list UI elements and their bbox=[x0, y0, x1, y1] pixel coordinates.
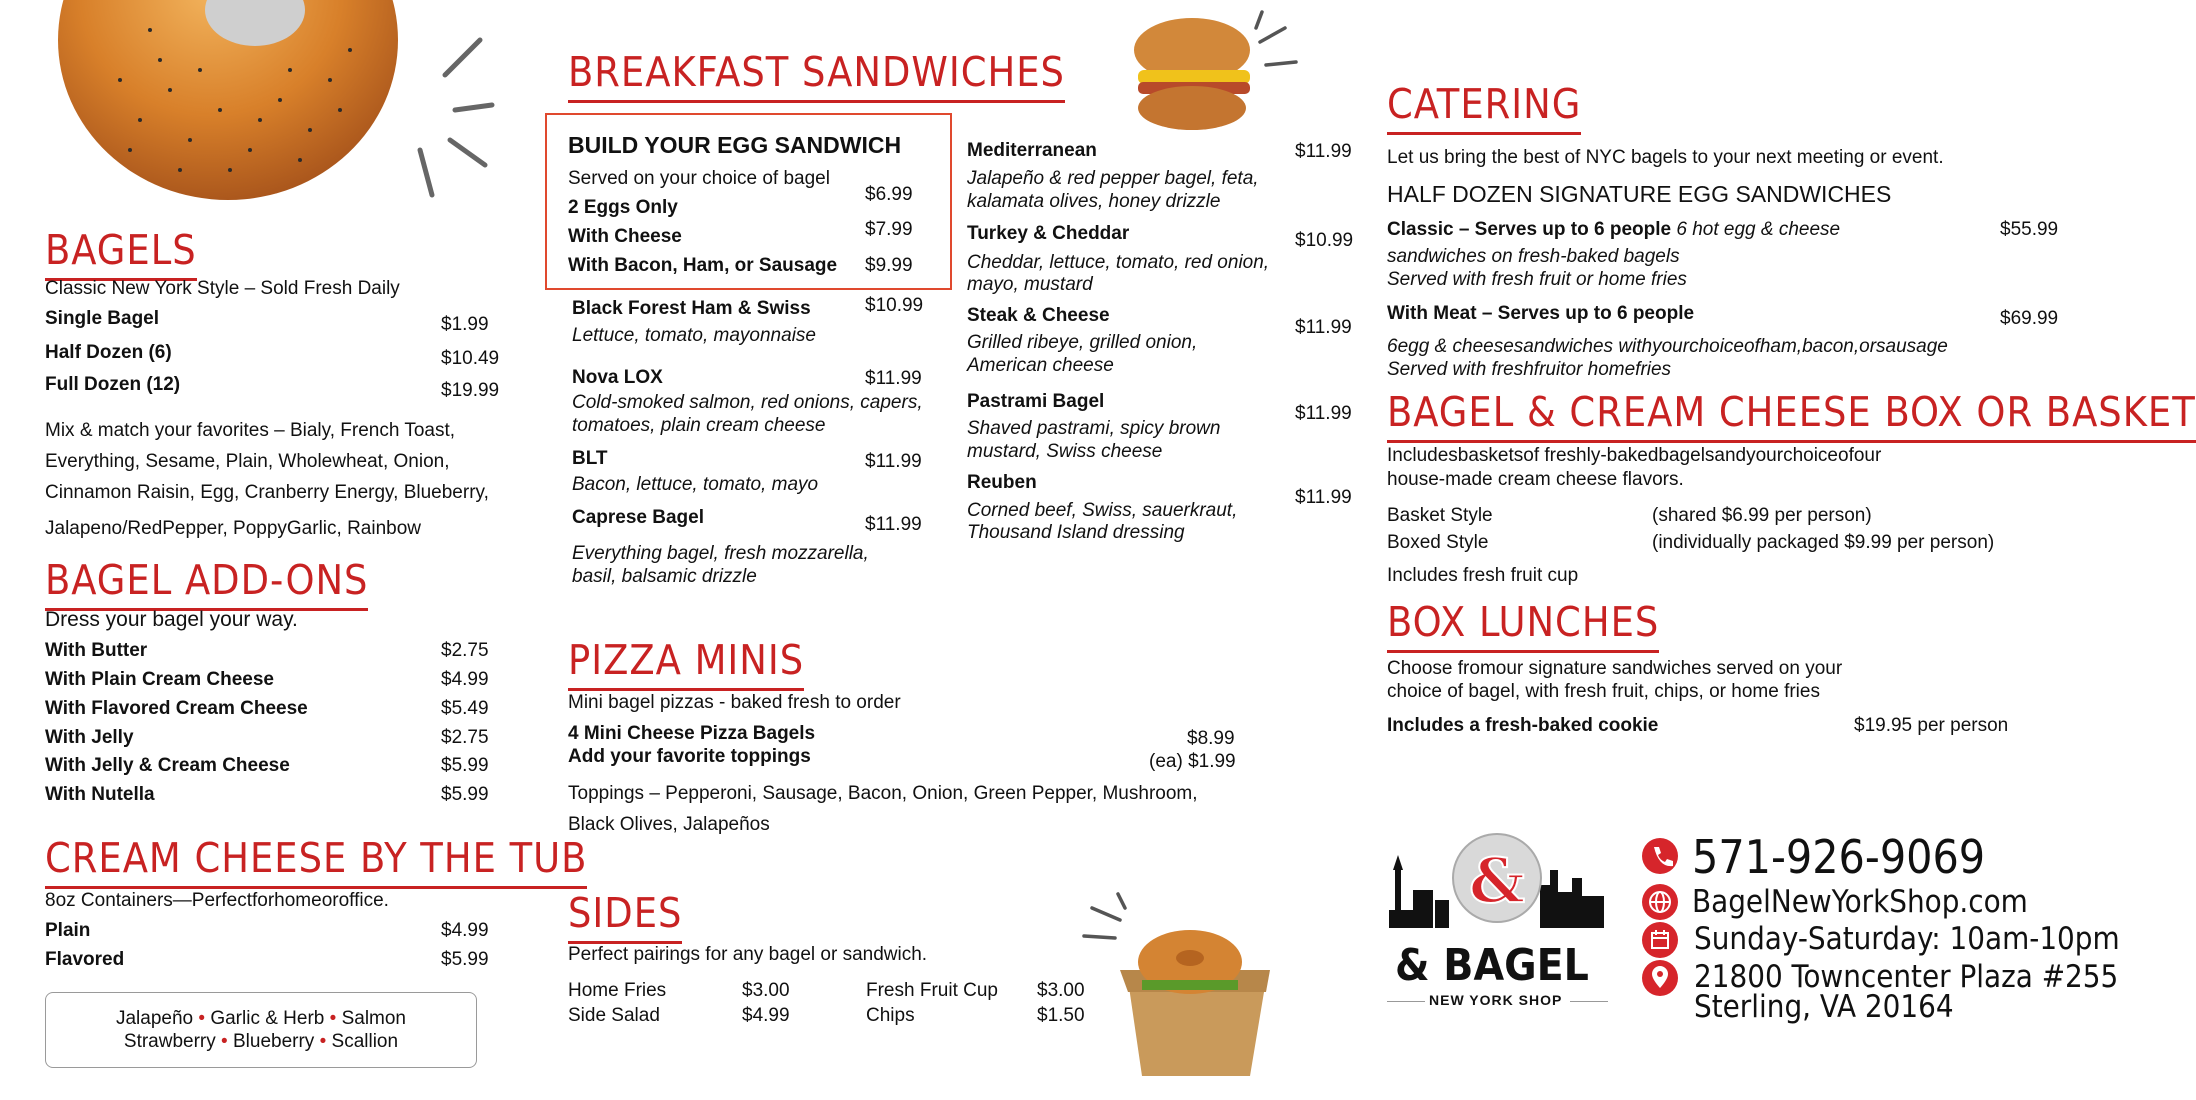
box-lunches-cookie: Includes a fresh-baked cookie bbox=[1387, 715, 1659, 736]
addon-name: With Jelly & Cream Cheese bbox=[45, 755, 290, 776]
sandwich-desc: kalamata olives, honey drizzle bbox=[967, 191, 1221, 212]
brand-name: & BAGEL bbox=[1395, 940, 1589, 991]
meat-price: $69.99 bbox=[2000, 308, 2059, 329]
sandwich-desc: Shaved pastrami, spicy brown bbox=[967, 418, 1221, 439]
sides-subtitle: Perfect pairings for any bagel or sandwich. bbox=[568, 944, 928, 965]
flavor-label: Jalapeño bbox=[115, 1008, 194, 1029]
sandwich-desc: Cold-smoked salmon, red onions, capers, bbox=[572, 392, 923, 413]
catering-intro: Let us bring the best of NYC bagels to your next meeting or event. bbox=[1387, 147, 1944, 168]
fruit-cup-note: Includes fresh fruit cup bbox=[1387, 565, 1579, 586]
flavor-label: Salmon bbox=[341, 1008, 406, 1029]
sandwich-desc: Everything bagel, fresh mozzarella, bbox=[572, 543, 869, 564]
bagels-mix-line: Mix & match your favorites – Bialy, French Toast, bbox=[45, 420, 456, 441]
tub-item-price: $4.99 bbox=[441, 920, 489, 941]
boxed-style-price: (individually packaged $9.99 per person) bbox=[1652, 532, 1995, 553]
pizza-price: (ea) $1.99 bbox=[1149, 751, 1236, 772]
sandwich-name: Turkey & Cheddar bbox=[967, 223, 1130, 244]
addon-price: $5.99 bbox=[441, 784, 489, 805]
sandwich-desc: tomatoes, plain cream cheese bbox=[572, 415, 826, 436]
sandwich-price: $11.99 bbox=[1295, 317, 1352, 338]
sandwich-price: $11.99 bbox=[865, 368, 922, 389]
tub-item-price: $5.99 bbox=[441, 949, 489, 970]
side-name: Side Salad bbox=[568, 1005, 660, 1026]
basket-style-price: (shared $6.99 per person) bbox=[1652, 505, 1872, 526]
tub-subtitle: 8oz Containers—Perfectforhomeoroffice. bbox=[45, 890, 389, 911]
box-lunches-desc: choice of bagel, with fresh fruit, chips, or home fries bbox=[1387, 681, 1820, 702]
boxed-style-name: Boxed Style bbox=[1387, 532, 1489, 553]
calendar-icon bbox=[1642, 922, 1678, 958]
tagline-rule-left bbox=[1387, 1001, 1425, 1002]
bagels-mix-line: Jalapeno/RedPepper, PoppyGarlic, Rainbow bbox=[45, 518, 422, 539]
sides-heading: SIDES bbox=[568, 893, 682, 944]
skyline-logo-graphic bbox=[1385, 830, 1607, 932]
bagels-subtitle: Classic New York Style – Sold Fresh Daily bbox=[45, 278, 400, 299]
sandwich-desc: mayo, mustard bbox=[967, 274, 1093, 295]
addon-price: $5.49 bbox=[441, 698, 489, 719]
box-basket-heading: BAGEL & CREAM CHEESE BOX OR BASKET bbox=[1387, 392, 2196, 443]
business-hours: Sunday-Saturday: 10am-10pm bbox=[1694, 921, 2120, 957]
classic-desc: Served with fresh fruit or home fries bbox=[1387, 269, 1687, 290]
bagels-mix-line: Cinnamon Raisin, Egg, Cranberry Energy, Blueberry, bbox=[45, 482, 489, 503]
bagel-item-name: Full Dozen (12) bbox=[45, 374, 181, 395]
pizza-heading: PIZZA MINIS bbox=[568, 640, 804, 691]
addon-name: With Plain Cream Cheese bbox=[45, 669, 274, 690]
flavors-box bbox=[45, 992, 477, 1068]
sandwich-price: $11.99 bbox=[865, 514, 922, 535]
sandwich-desc: Bacon, lettuce, tomato, mayo bbox=[572, 474, 819, 495]
addon-name: With Nutella bbox=[45, 784, 155, 805]
addon-name: With Jelly bbox=[45, 727, 134, 748]
sandwich-name: Black Forest Ham & Swiss bbox=[572, 298, 811, 319]
sandwich-desc: Lettuce, tomato, mayonnaise bbox=[572, 325, 816, 346]
box-lunches-price: $19.95 per person bbox=[1854, 715, 2009, 736]
addon-price: $2.75 bbox=[441, 640, 489, 661]
flavors-row bbox=[46, 1007, 476, 1030]
sandwich-price: $11.99 bbox=[1295, 141, 1352, 162]
brand-tagline: NEW YORK SHOP bbox=[1429, 992, 1563, 1008]
pizza-item: 4 Mini Cheese Pizza Bagels bbox=[568, 723, 816, 744]
box-basket-desc: Includesbasketsof freshly-bakedbagelsandyourchoiceofour bbox=[1387, 445, 1882, 466]
sandwich-desc: Jalapeño & red pepper bagel, feta, bbox=[967, 168, 1259, 189]
flavor-label: Strawberry bbox=[123, 1031, 216, 1052]
catering-subhead: HALF DOZEN SIGNATURE EGG SANDWICHES bbox=[1387, 181, 1892, 207]
sandwich-name: Steak & Cheese bbox=[967, 305, 1110, 326]
build-title: BUILD YOUR EGG SANDWICH bbox=[568, 132, 902, 158]
addon-name: With Flavored Cream Cheese bbox=[45, 698, 308, 719]
sandwich-name: Caprese Bagel bbox=[572, 507, 705, 528]
basket-style-name: Basket Style bbox=[1387, 505, 1493, 526]
address-line1: 21800 Towncenter Plaza #255 bbox=[1694, 959, 2119, 995]
pizza-item: Add your favorite toppings bbox=[568, 746, 811, 767]
flavor-separator: • bbox=[198, 1008, 206, 1029]
bagel-item-name: Half Dozen (6) bbox=[45, 342, 172, 363]
addons-heading: BAGEL ADD-ONS bbox=[45, 560, 368, 611]
build-item-name: With Cheese bbox=[568, 226, 682, 247]
bagel-item-price: $19.99 bbox=[441, 380, 500, 401]
meat-desc: 6egg & cheesesandwiches withyourchoiceofham,bacon,orsausage bbox=[1387, 336, 1948, 357]
flavor-label: Blueberry bbox=[232, 1031, 315, 1052]
bagel-box-photo bbox=[1080, 900, 1290, 1080]
flavor-label: Scallion bbox=[331, 1031, 399, 1052]
side-price: $3.00 bbox=[742, 980, 790, 1001]
side-price: $3.00 bbox=[1037, 980, 1085, 1001]
sandwich-desc: basil, balsamic drizzle bbox=[572, 566, 757, 587]
side-name: Chips bbox=[866, 1005, 915, 1026]
sandwich-desc: American cheese bbox=[967, 355, 1114, 376]
sandwich-name: Pastrami Bagel bbox=[967, 391, 1105, 412]
pizza-subtitle: Mini bagel pizzas - baked fresh to order bbox=[568, 692, 901, 713]
addons-subtitle: Dress your bagel your way. bbox=[45, 608, 298, 631]
address-line2: Sterling, VA 20164 bbox=[1694, 989, 1954, 1025]
sandwich-name: Nova LOX bbox=[572, 367, 663, 388]
side-price: $1.50 bbox=[1037, 1005, 1085, 1026]
side-name: Fresh Fruit Cup bbox=[866, 980, 998, 1001]
build-note: Served on your choice of bagel bbox=[568, 168, 830, 189]
build-item-name: With Bacon, Ham, or Sausage bbox=[568, 255, 838, 276]
bagel-photo bbox=[60, 0, 500, 210]
flavor-separator: • bbox=[221, 1031, 228, 1052]
box-basket-desc: house-made cream cheese flavors. bbox=[1387, 469, 1684, 490]
flavor-separator: • bbox=[319, 1031, 327, 1052]
addon-price: $5.99 bbox=[441, 755, 489, 776]
box-lunches-heading: BOX LUNCHES bbox=[1387, 602, 1659, 653]
sandwich-price: $11.99 bbox=[865, 451, 922, 472]
addon-name: With Butter bbox=[45, 640, 148, 661]
sandwich-price: $11.99 bbox=[1295, 403, 1352, 424]
addon-price: $4.99 bbox=[441, 669, 489, 690]
pizza-toppings: Toppings – Pepperoni, Sausage, Bacon, Onion, Green Pepper, Mushroom, bbox=[568, 783, 1198, 804]
classic-desc: sandwiches on fresh-baked bagels bbox=[1387, 246, 1680, 267]
classic-desc: 6 hot egg & cheese bbox=[1676, 219, 1841, 240]
flavor-label: Garlic & Herb bbox=[210, 1008, 325, 1029]
build-item-name: 2 Eggs Only bbox=[568, 197, 678, 218]
tub-item-name: Flavored bbox=[45, 949, 125, 970]
globe-icon bbox=[1642, 884, 1678, 920]
sandwich-desc: Corned beef, Swiss, sauerkraut, bbox=[967, 500, 1238, 521]
logo-emblem: & bbox=[1469, 844, 1525, 917]
sandwich-desc: Cheddar, lettuce, tomato, red onion, bbox=[967, 252, 1270, 273]
sandwich-photo bbox=[1120, 10, 1300, 140]
catering-heading: CATERING bbox=[1387, 84, 1581, 135]
meat-name: With Meat – Serves up to 6 people bbox=[1387, 303, 1695, 324]
tagline-rule-right bbox=[1570, 1001, 1608, 1002]
side-name: Home Fries bbox=[568, 980, 667, 1001]
build-item-price: $7.99 bbox=[865, 219, 913, 240]
build-item-price: $6.99 bbox=[865, 184, 913, 205]
catering-classic bbox=[1387, 219, 1840, 242]
phone-icon bbox=[1642, 838, 1678, 874]
pizza-price: $8.99 bbox=[1187, 728, 1235, 749]
sandwich-desc: Thousand Island dressing bbox=[967, 522, 1185, 543]
bagel-item-price: $10.49 bbox=[441, 348, 500, 369]
bagel-item-price: $1.99 bbox=[441, 314, 489, 335]
box-lunches-desc: Choose fromour signature sandwiches served on your bbox=[1387, 658, 1843, 679]
tub-heading: CREAM CHEESE BY THE TUB bbox=[45, 838, 587, 889]
location-pin-icon bbox=[1642, 960, 1678, 996]
phone-number[interactable]: 571-926-9069 bbox=[1692, 830, 1986, 884]
sandwich-price: $10.99 bbox=[865, 295, 924, 316]
sandwich-name: BLT bbox=[572, 448, 608, 469]
website-link[interactable]: BagelNewYorkShop.com bbox=[1692, 884, 2028, 920]
sandwich-price: $11.99 bbox=[1295, 487, 1352, 508]
classic-name: Classic – Serves up to 6 people bbox=[1387, 219, 1672, 240]
addon-price: $2.75 bbox=[441, 727, 489, 748]
sandwich-name: Mediterranean bbox=[967, 140, 1097, 161]
side-price: $4.99 bbox=[742, 1005, 790, 1026]
sandwich-desc: mustard, Swiss cheese bbox=[967, 441, 1163, 462]
bagels-heading: BAGELS bbox=[45, 230, 197, 281]
sandwich-desc: Grilled ribeye, grilled onion, bbox=[967, 332, 1198, 353]
flavors-row bbox=[46, 1030, 476, 1053]
bagel-item-name: Single Bagel bbox=[45, 308, 160, 329]
sandwich-price: $10.99 bbox=[1295, 230, 1354, 251]
classic-price: $55.99 bbox=[2000, 219, 2059, 240]
sandwich-name: Reuben bbox=[967, 472, 1037, 493]
build-item-price: $9.99 bbox=[865, 255, 913, 276]
breakfast-heading: BREAKFAST SANDWICHES bbox=[568, 52, 1065, 103]
pizza-toppings: Black Olives, Jalapeños bbox=[568, 814, 770, 835]
bagels-mix-line: Everything, Sesame, Plain, Wholewheat, Onion, bbox=[45, 451, 450, 472]
tub-item-name: Plain bbox=[45, 920, 91, 941]
meat-desc: Served with freshfruitor homefries bbox=[1387, 359, 1672, 380]
flavor-separator: • bbox=[329, 1008, 337, 1029]
